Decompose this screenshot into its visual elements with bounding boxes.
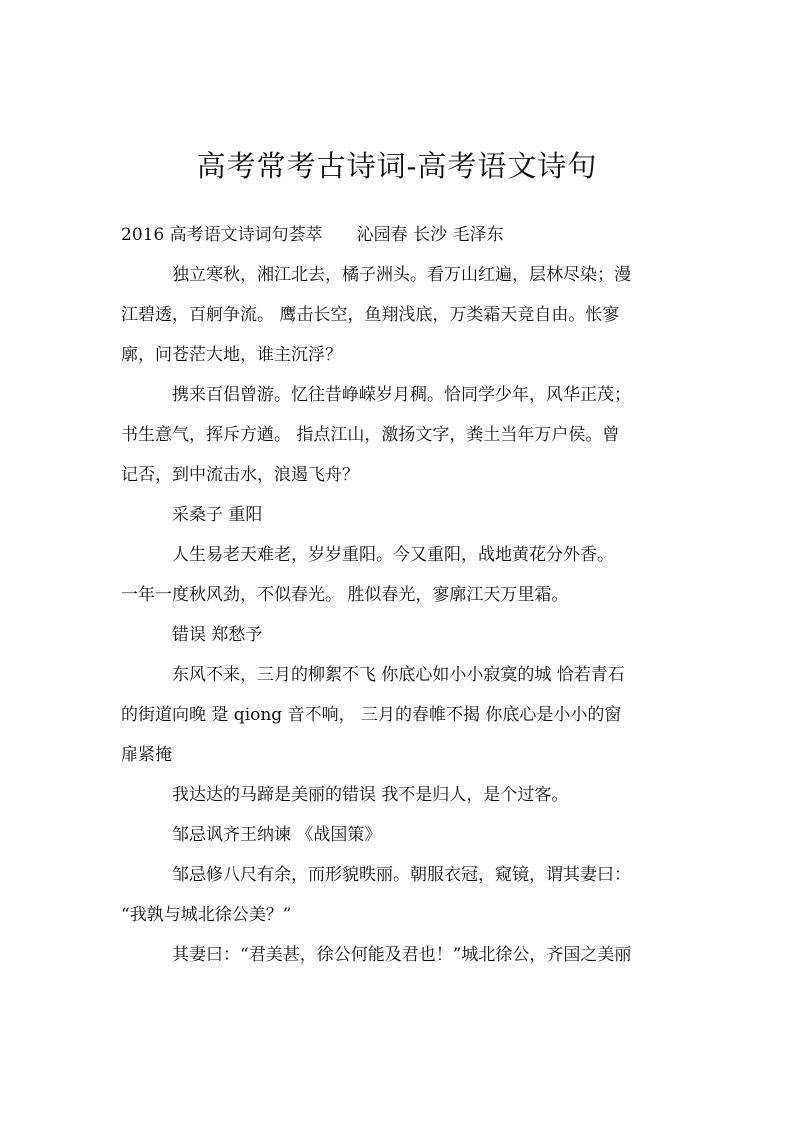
text-line: 邹忌修八尺有余，而形貌昳丽。朝服衣冠，窥镜，谓其妻曰： bbox=[172, 865, 631, 885]
text-line: 记否，到中流击水，浪遏飞舟？ bbox=[121, 465, 359, 485]
paragraph-title-zouji bbox=[121, 815, 677, 855]
text-line: 一年一度秋风劲，不似春光。 胜似春光，寥廓江天万里霜。 bbox=[121, 585, 569, 605]
text-line: 其妻曰：“君美甚，徐公何能及君也！”城北徐公，齐国之美丽 bbox=[172, 945, 632, 965]
paragraph-prose-1 bbox=[121, 855, 677, 935]
text-line: 2016 高考语文诗词句荟萃 沁园春 长沙 毛泽东 bbox=[121, 225, 504, 245]
paragraph-poem-2 bbox=[121, 375, 677, 495]
text-line: 书生意气，挥斥方遒。 指点江山，激扬文字，粪土当年万户侯。曾 bbox=[121, 425, 620, 445]
text-line: 携来百侣曾游。忆往昔峥嵘岁月稠。恰同学少年，风华正茂； bbox=[172, 385, 631, 405]
text-line: 邹忌讽齐王纳谏 《战国策》 bbox=[172, 825, 382, 845]
document-title: 高考常考古诗词-高考语文诗句 bbox=[196, 149, 598, 183]
paragraph-heading bbox=[121, 215, 677, 255]
text-line: 廓，问苍茫大地，谁主沉浮？ bbox=[121, 345, 342, 365]
paragraph-prose-2 bbox=[121, 935, 677, 975]
text-line: 人生易老天难老，岁岁重阳。今又重阳，战地黄花分外香。 bbox=[172, 545, 614, 565]
text-line: 江碧透，百舸争流。 鹰击长空，鱼翔浅底，万类霜天竞自由。怅寥 bbox=[121, 305, 620, 325]
text-line: “我孰与城北徐公美？” bbox=[121, 905, 292, 925]
text-line: 我达达的马蹄是美丽的错误 我不是归人，是个过客。 bbox=[172, 785, 569, 805]
text-line: 独立寒秋，湘江北去，橘子洲头。看万山红遍，层林尽染；漫 bbox=[172, 265, 631, 285]
text-line: 的街道向晚 跫 qiong 音不响， 三月的春帷不揭 你底心是小小的窗 bbox=[121, 705, 622, 725]
text-line: 错误 郑愁予 bbox=[172, 625, 263, 645]
paragraph-title-cuowu bbox=[121, 615, 677, 655]
paragraph-poem-1 bbox=[121, 255, 677, 375]
text-line: 采桑子 重阳 bbox=[172, 505, 263, 525]
text-line: 扉紧掩 bbox=[121, 745, 172, 765]
text-line: 东风不来，三月的柳絮不飞 你底心如小小寂寞的城 恰若青石 bbox=[172, 665, 625, 685]
paragraph-poem-3 bbox=[121, 535, 677, 615]
paragraph-poem-4 bbox=[121, 655, 677, 775]
paragraph-title-caisangzi bbox=[121, 495, 677, 535]
paragraph-poem-5 bbox=[121, 775, 677, 815]
